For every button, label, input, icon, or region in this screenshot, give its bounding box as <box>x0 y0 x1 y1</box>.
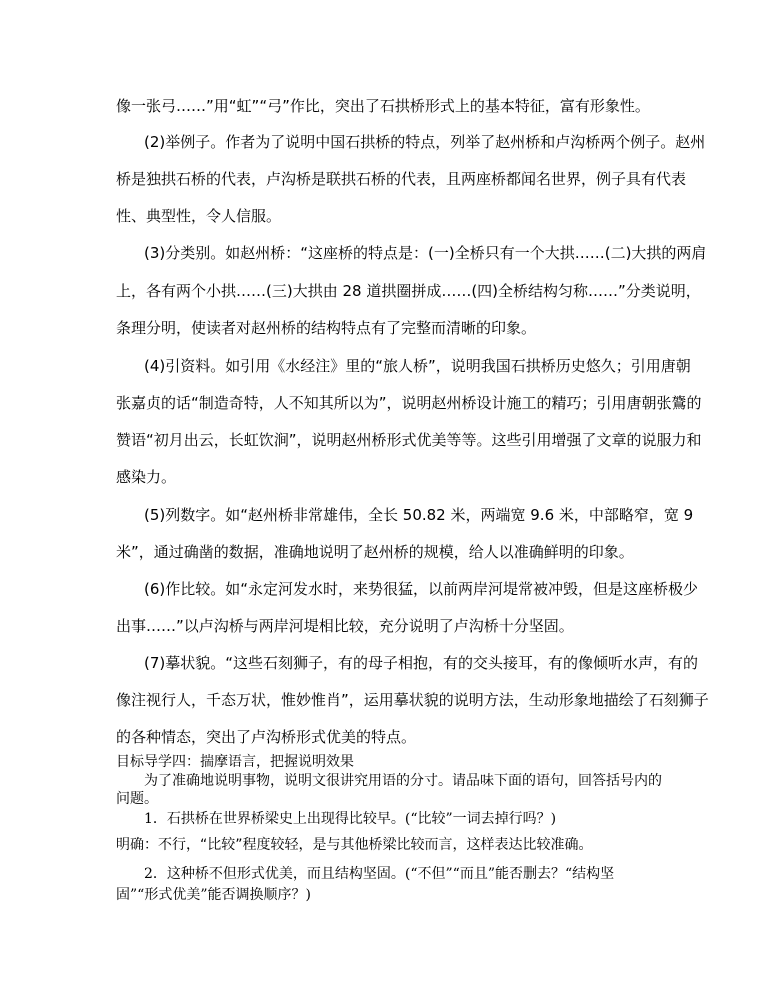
question-2: 2．这种桥不但形式优美，而且结构坚固。(“不但”“而且”能否删去？“结构坚 <box>144 866 615 882</box>
paragraph-line: 条理分明，使读者对赵州桥的结构特点有了完整而清晰的印象。 <box>116 319 537 337</box>
paragraph-line: (4)引资料。如引用《水经注》里的“旅人桥”，说明我国石拱桥历史悠久；引用唐朝 <box>144 357 691 375</box>
paragraph-line: 感染力。 <box>116 468 177 486</box>
paragraph-line: 赞语“初月出云，长虹饮涧”，说明赵州桥形式优美等等。这些引用增强了文章的说服力和 <box>116 431 702 449</box>
section-heading: 目标导学四：揣摩语言，把握说明效果 <box>116 754 354 770</box>
answer-1: 明确：不行，“比较”程度较轻，是与其他桥梁比较而言，这样表达比较准确。 <box>116 837 593 853</box>
question-1: 1．石拱桥在世界桥梁史上出现得比较早。(“比较”一词去掉行吗？) <box>144 811 557 827</box>
paragraph-line: (5)列数字。如“赵州桥非常雄伟，全长 50.82 米，两端宽 9.6 米，中部略窄，宽 9 <box>144 506 694 524</box>
paragraph-line: (6)作比较。如“永定河发水时，来势很猛，以前两岸河堤常被冲毁，但是这座桥极少 <box>144 580 699 598</box>
paragraph-line: (3)分类别。如赵州桥：“这座桥的特点是：(一)全桥只有一个大拱……(二)大拱的两肩 <box>144 244 707 262</box>
paragraph-line: 出事……”以卢沟桥与两岸河堤相比较，充分说明了卢沟桥十分坚固。 <box>116 617 574 635</box>
paragraph-line: 上，各有两个小拱……(三)大拱由 28 道拱圈拼成……(四)全桥结构匀称……”分类说明， <box>116 282 701 300</box>
paragraph-line: 像注视行人，千态万状，惟妙惟肖”，运用摹状貌的说明方法，生动形象地描绘了石刻狮子 <box>116 691 709 709</box>
paragraph-line: 的各种情态，突出了卢沟桥形式优美的特点。 <box>116 728 417 746</box>
paragraph-line: 像一张弓……”用“虹”“弓”作比，突出了石拱桥形式上的基本特征，富有形象性。 <box>116 97 650 115</box>
intro-line: 为了准确地说明事物，说明文很讲究用语的分寸。请品味下面的语句，回答括号内的 <box>144 773 662 789</box>
paragraph-line: 性、典型性，令人信服。 <box>116 207 282 225</box>
question-2: 固”“形式优美”能否调换顺序？) <box>116 887 311 903</box>
paragraph-line: (2)举例子。作者为了说明中国石拱桥的特点，列举了赵州桥和卢沟桥两个例子。赵州 <box>144 133 706 151</box>
paragraph-line: (7)摹状貌。“这些石刻狮子，有的母子相抱，有的交头接耳，有的像倾听水声，有的 <box>144 654 699 672</box>
intro-line: 问题。 <box>116 791 158 807</box>
paragraph-line: 米”，通过确凿的数据，准确地说明了赵州桥的规模，给人以准确鲜明的印象。 <box>116 543 634 561</box>
paragraph-line: 张嘉贞的话“制造奇特，人不知其所以为”，说明赵州桥设计施工的精巧；引用唐朝张鷟的 <box>116 394 702 412</box>
paragraph-line: 桥是独拱石桥的代表，卢沟桥是联拱石桥的代表，且两座桥都闻名世界，例子具有代表 <box>116 170 687 188</box>
